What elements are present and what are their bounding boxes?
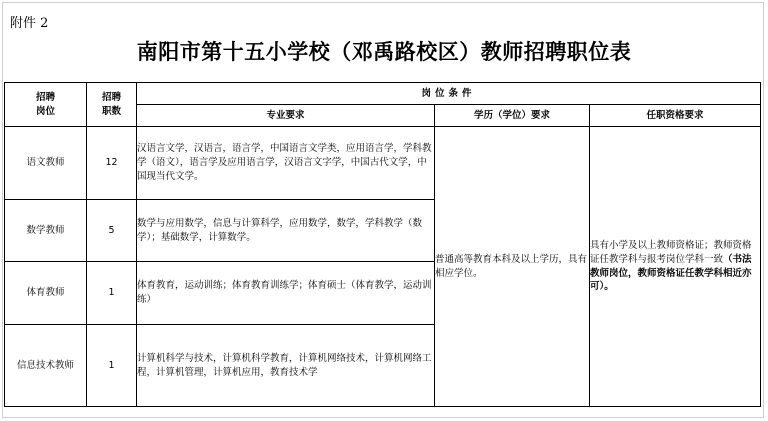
row-count: 1 [87,262,137,325]
row-position: 信息技术教师 [5,325,87,407]
row-count: 1 [87,325,137,407]
header-major: 专业要求 [137,105,435,127]
row-position: 语文教师 [5,127,87,200]
header-education: 学历（学位）要求 [435,105,590,127]
header-position: 招聘 岗位 [5,83,87,127]
row-count: 5 [87,200,137,262]
row-count: 12 [87,127,137,200]
qualification-bold: （书法教师岗位，教师资格证任教学科相近亦可）。 [590,253,752,293]
header-count: 招聘 职数 [87,83,137,127]
page-title: 南阳市第十五小学校（邓禹路校区）教师招聘职位表 [136,39,632,64]
row-major: 计算机科学与技术，计算机科学教育，计算机网络技术，计算机网络工程，计算机管理，计算机应用，教育技术学 [137,325,435,407]
table-row [5,127,761,200]
row-major: 汉语言文学，汉语言，语言学，中国语言文学类，应用语言学，学科教学（语文），语言学及应用语言学，汉语言文字学，中国古代文学，中国现当代文学。 [137,127,435,200]
qualification-requirement [590,127,761,407]
education-requirement: 普通高等教育本科及以上学历，具有相应学位。 [435,127,590,407]
row-position: 体育教师 [5,262,87,325]
row-major: 数学与应用数学，信息与计算科学，应用数学，数学，学科教学（数学）；基础数学，计算数学。 [137,200,435,262]
row-major: 体育教育，运动训练；体育教育训练学；体育硕士（体育教学，运动训练） [137,262,435,325]
recruitment-table [4,82,761,407]
qualification-plain: 具有小学及以上教师资格证；教师资格证任教学科与报考岗位学科一致 [590,239,752,265]
row-position: 数学教师 [5,200,87,262]
attachment-label: 附件 2 [10,16,49,31]
header-conditions: 岗位条件 [137,83,761,105]
header-qualification: 任职资格要求 [590,105,761,127]
